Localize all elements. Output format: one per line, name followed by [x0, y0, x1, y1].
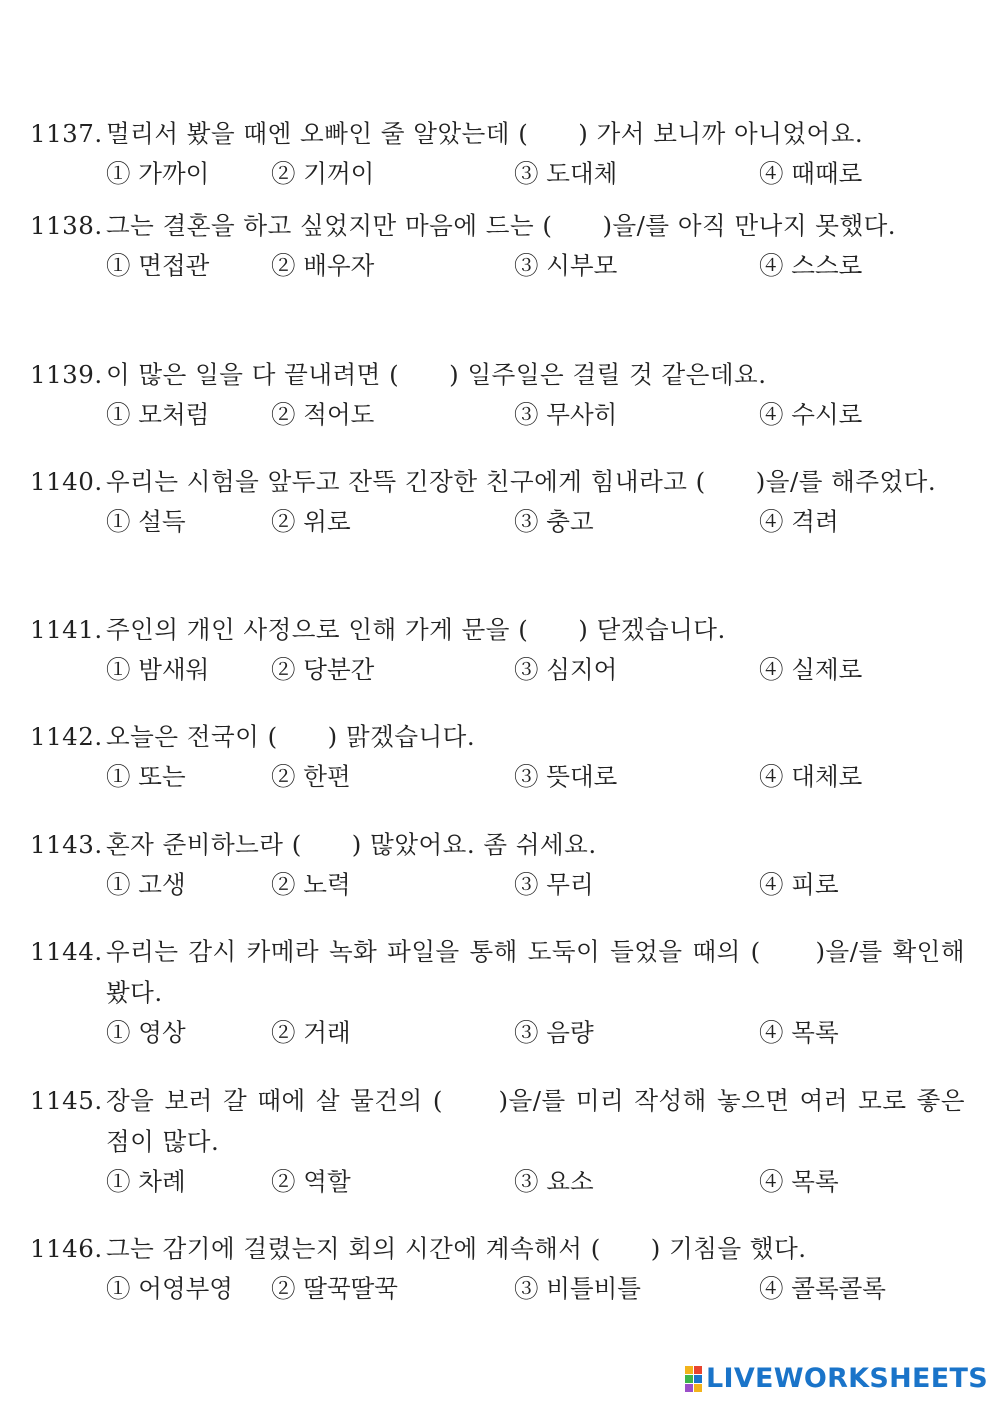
option-3: ③ 무사히 — [514, 400, 618, 429]
options — [106, 865, 965, 905]
logo-text: LIVEWORKSHEETS — [705, 1363, 988, 1394]
question-1140 — [30, 461, 965, 542]
question-text: 그는 감기에 걸렸는지 회의 시간에 계속해서 ( ) 기침을 했다. — [106, 1234, 807, 1263]
option-2: ② 역할 — [271, 1167, 351, 1196]
option-1: ① 밤새워 — [106, 655, 210, 684]
option-2: ② 당분간 — [271, 655, 375, 684]
options — [106, 395, 965, 435]
option-4: ④ 목록 — [759, 1167, 839, 1196]
option-2: ② 한편 — [271, 762, 351, 791]
question-number: 1137. — [30, 119, 103, 148]
option-1: ① 면접관 — [106, 251, 210, 280]
option-1: ① 어영부영 — [106, 1274, 233, 1303]
question-text: 혼자 준비하느라 ( ) 많았어요. 좀 쉬세요. — [106, 830, 597, 859]
option-4: ④ 대체로 — [759, 762, 863, 791]
option-4: ④ 격려 — [759, 507, 839, 536]
question-number: 1143. — [30, 830, 103, 859]
question-text: 멀리서 봤을 때엔 오빠인 줄 알았는데 ( ) 가서 보니까 아니었어요. — [106, 119, 864, 148]
option-1: ① 고생 — [106, 870, 186, 899]
question-number: 1141. — [30, 615, 103, 644]
option-4: ④ 콜록콜록 — [759, 1274, 886, 1303]
question-number: 1146. — [30, 1234, 103, 1263]
option-1: ① 영상 — [106, 1018, 186, 1047]
option-2: ② 적어도 — [271, 400, 375, 429]
question-1138 — [30, 205, 965, 286]
options — [106, 1013, 965, 1053]
question-1143 — [30, 824, 965, 905]
question-text: 오늘은 전국이 ( ) 맑겠습니다. — [106, 722, 476, 751]
question-number: 1139. — [30, 360, 103, 389]
question-text: 장을 보러 갈 때에 살 물건의 ( )을/를 미리 작성해 놓으면 여러 모로 좋은 점이 많다. — [106, 1086, 965, 1156]
option-3: ③ 비틀비틀 — [514, 1274, 641, 1303]
options — [106, 757, 965, 797]
logo-icon — [685, 1366, 702, 1392]
option-3: ③ 뜻대로 — [514, 762, 618, 791]
option-2: ② 노력 — [271, 870, 351, 899]
option-3: ③ 시부모 — [514, 251, 618, 280]
option-1: ① 모처럼 — [106, 400, 210, 429]
option-4: ④ 실제로 — [759, 655, 863, 684]
option-4: ④ 피로 — [759, 870, 839, 899]
question-1137 — [30, 113, 965, 194]
question-number: 1138. — [30, 211, 103, 240]
option-1: ① 차례 — [106, 1167, 186, 1196]
options — [106, 1162, 965, 1202]
option-4: ④ 때때로 — [759, 159, 863, 188]
options — [106, 502, 965, 542]
options — [106, 246, 965, 286]
option-3: ③ 무리 — [514, 870, 594, 899]
option-3: ③ 도대체 — [514, 159, 618, 188]
option-1: ① 또는 — [106, 762, 186, 791]
question-number: 1145. — [30, 1086, 103, 1115]
question-1141 — [30, 609, 965, 690]
option-1: ① 가까이 — [106, 159, 210, 188]
options — [106, 1269, 965, 1309]
option-3: ③ 요소 — [514, 1167, 594, 1196]
options — [106, 154, 965, 194]
option-2: ② 거래 — [271, 1018, 351, 1047]
question-text: 우리는 시험을 앞두고 잔뜩 긴장한 친구에게 힘내라고 ( )을/를 해주었다. — [106, 467, 937, 496]
option-3: ③ 심지어 — [514, 655, 618, 684]
options — [106, 650, 965, 690]
option-4: ④ 스스로 — [759, 251, 863, 280]
option-1: ① 설득 — [106, 507, 186, 536]
question-text: 우리는 감시 카메라 녹화 파일을 통해 도둑이 들었을 때의 ( )을/를 확인해봤다. — [106, 937, 965, 1007]
question-1146 — [30, 1228, 965, 1309]
question-1139 — [30, 354, 965, 435]
question-text: 주인의 개인 사정으로 인해 가게 문을 ( ) 닫겠습니다. — [106, 615, 726, 644]
option-2: ② 딸꾹딸꾹 — [271, 1274, 398, 1303]
question-number: 1142. — [30, 722, 103, 751]
question-text: 이 많은 일을 다 끝내려면 ( ) 일주일은 걸릴 것 같은데요. — [106, 360, 767, 389]
question-1144 — [30, 931, 965, 1053]
option-3: ③ 음량 — [514, 1018, 594, 1047]
question-text: 그는 결혼을 하고 싶었지만 마음에 드는 ( )을/를 아직 만나지 못했다. — [106, 211, 897, 240]
liveworksheets-logo[interactable] — [685, 1363, 988, 1394]
option-2: ② 배우자 — [271, 251, 375, 280]
question-number: 1144. — [30, 937, 103, 966]
option-4: ④ 수시로 — [759, 400, 863, 429]
question-number: 1140. — [30, 467, 103, 496]
question-1142 — [30, 716, 965, 797]
option-2: ② 기꺼이 — [271, 159, 375, 188]
question-1145 — [30, 1080, 965, 1202]
option-4: ④ 목록 — [759, 1018, 839, 1047]
option-2: ② 위로 — [271, 507, 351, 536]
option-3: ③ 충고 — [514, 507, 594, 536]
